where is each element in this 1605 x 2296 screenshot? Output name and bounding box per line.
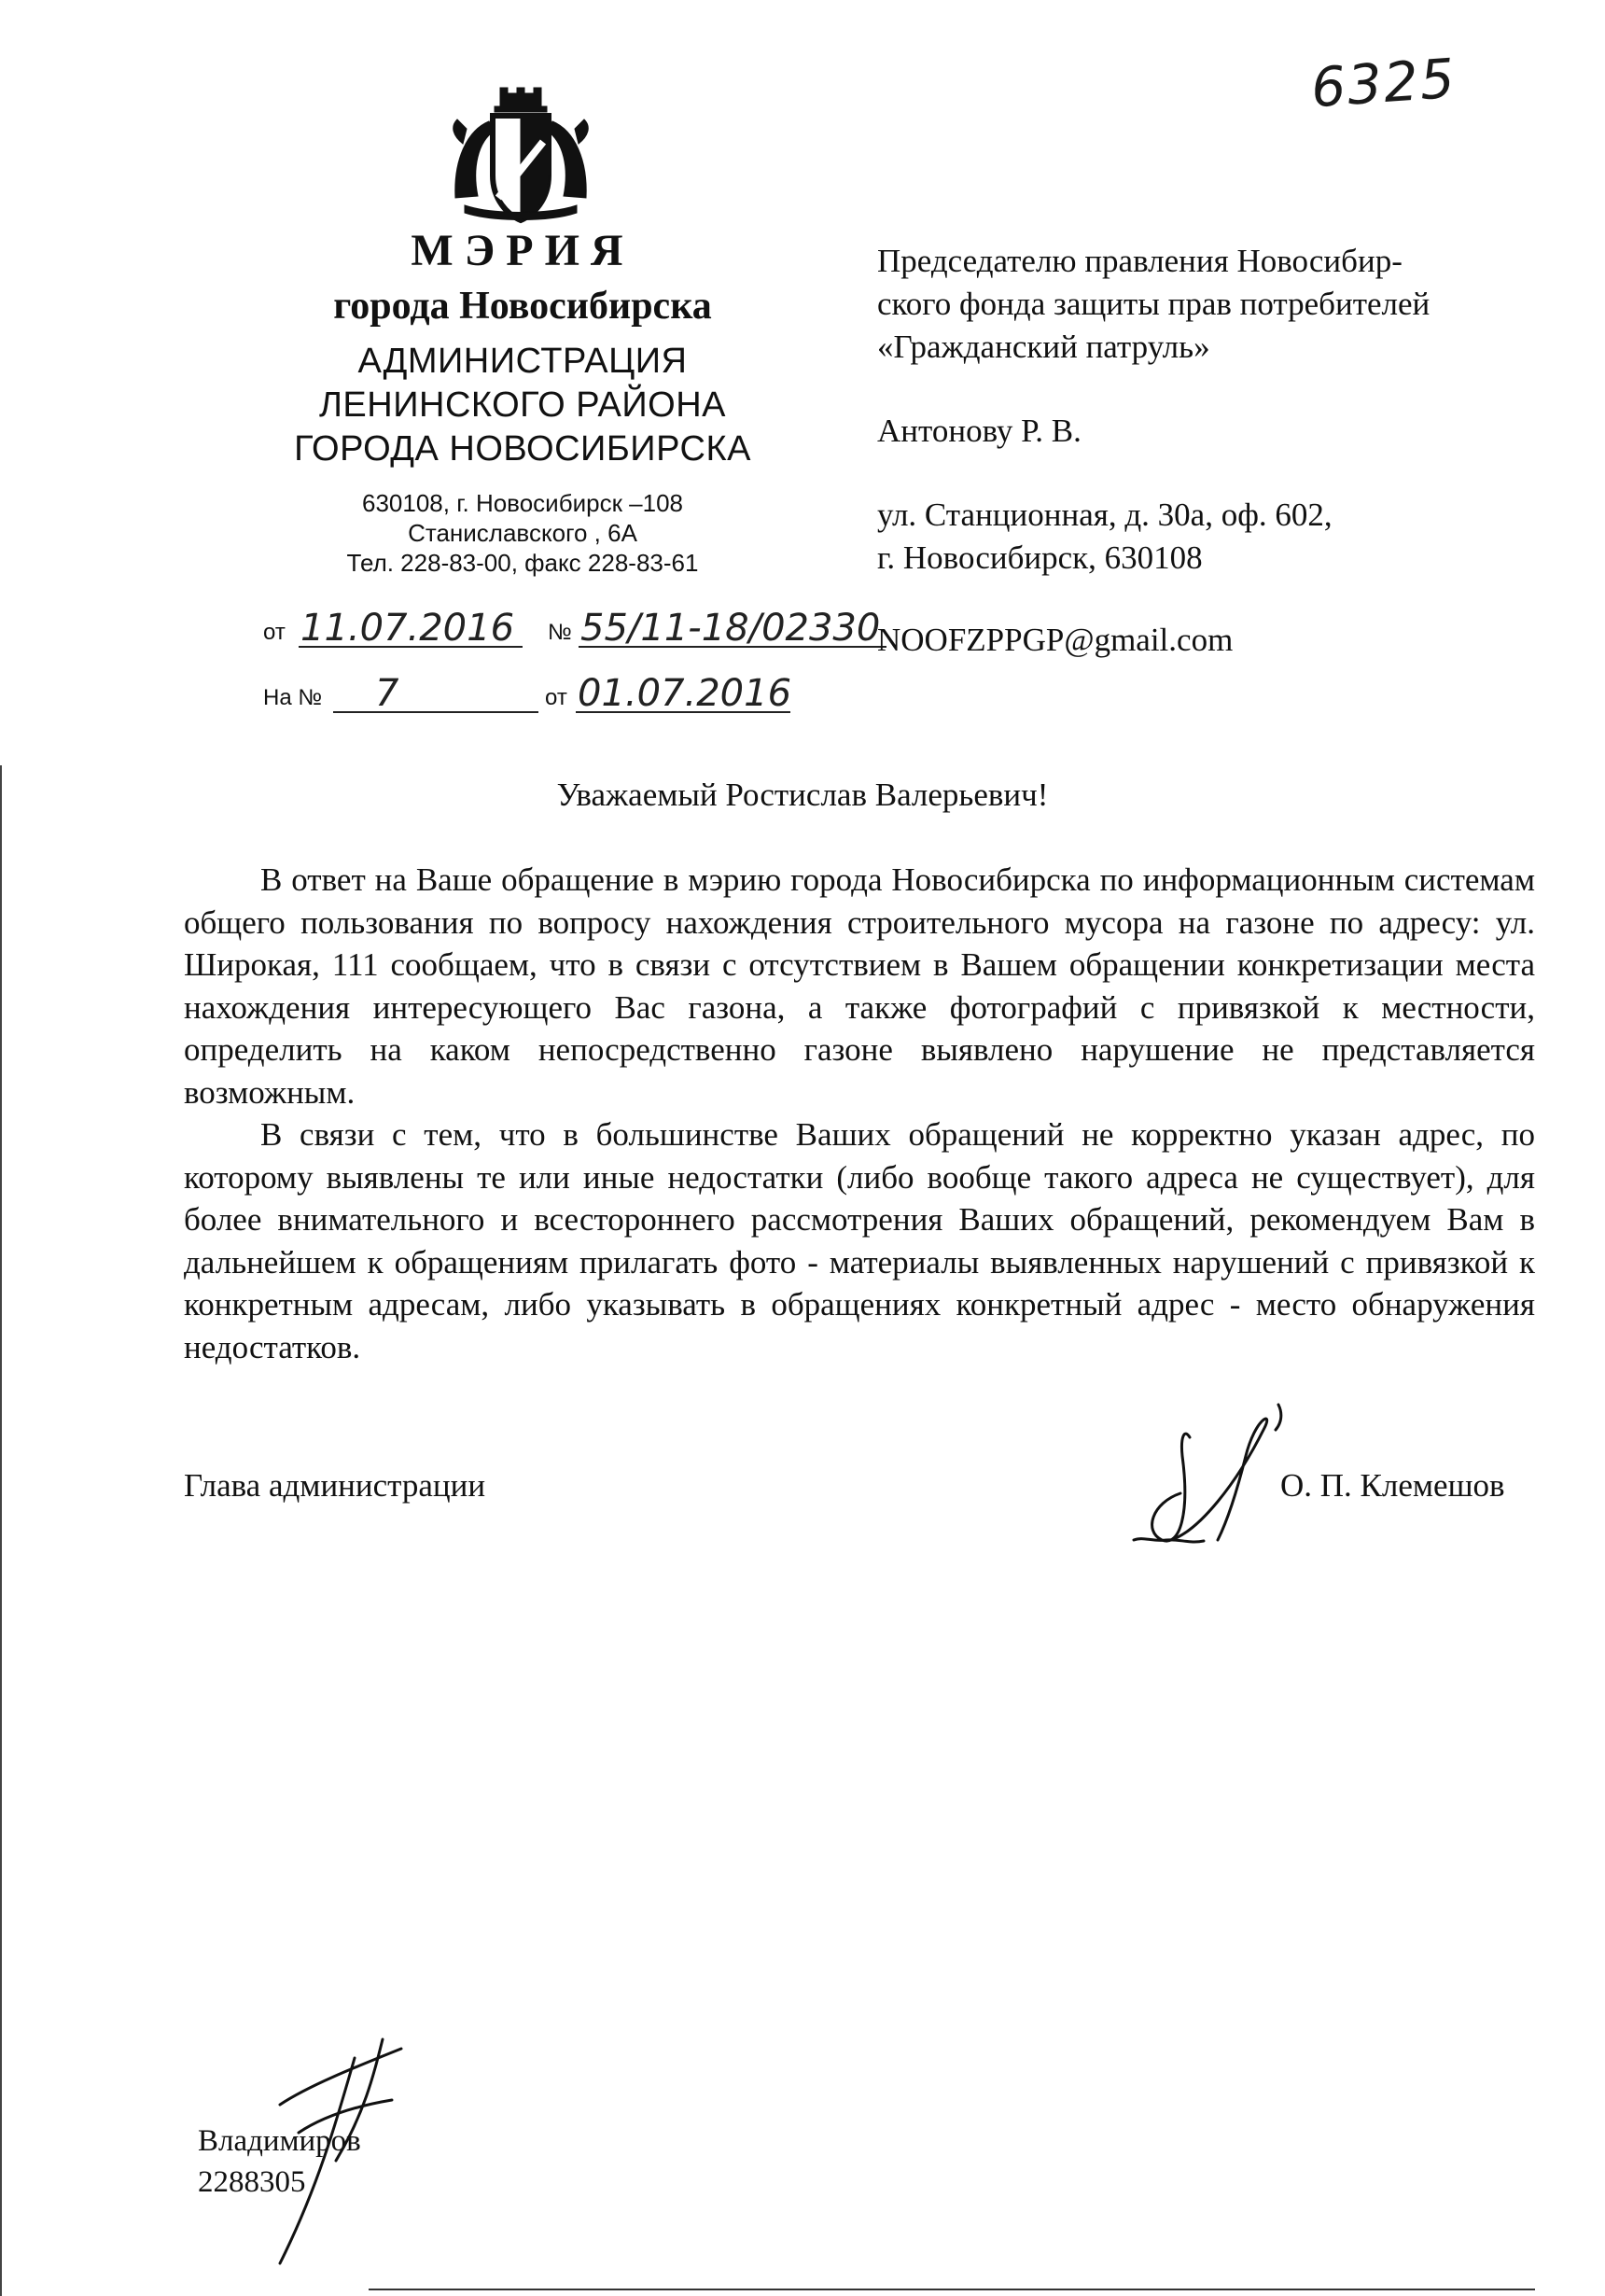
incoming-reference bbox=[263, 663, 916, 728]
reply-label: На № bbox=[263, 685, 323, 710]
sender-city: города Новосибирска bbox=[333, 285, 712, 328]
recipient-address: г. Новосибирск, 630108 bbox=[877, 539, 1203, 576]
reply-date: 01.07.2016 bbox=[578, 672, 792, 715]
executor-name: Владимиров bbox=[198, 2124, 361, 2158]
recipient-address: ул. Станционная, д. 30а, оф. 602, bbox=[877, 497, 1333, 533]
greeting: Уважаемый Ростислав Валерьевич! bbox=[556, 777, 1049, 813]
reference-block bbox=[263, 597, 916, 728]
executor-phone: 2288305 bbox=[198, 2165, 306, 2199]
sender-address: Станиславского , 6А bbox=[408, 519, 637, 547]
sender-admin-line: ГОРОДА НОВОСИБИРСКА bbox=[294, 429, 751, 469]
registration-number: 6325 bbox=[1308, 46, 1458, 120]
recipient-line: Председателю правления Новосибир- bbox=[877, 243, 1403, 279]
sender-block bbox=[233, 224, 812, 578]
bottom-rule bbox=[369, 2289, 1535, 2290]
handwritten-signature bbox=[1115, 1400, 1302, 1559]
letter-body bbox=[184, 859, 1535, 1368]
recipient-line: ского фонда защиты прав потребителей bbox=[877, 286, 1431, 322]
number-label: № bbox=[548, 620, 572, 645]
outgoing-reference bbox=[263, 597, 916, 663]
sender-title: МЭРИЯ bbox=[411, 226, 635, 275]
from-label: от bbox=[263, 620, 286, 645]
body-paragraph: В ответ на Ваше обращение в мэрию города Новосибирска по информационным системам общего пользования по вопросу нахождения строительного мусора на газоне по адресу: ул. Широкая, 111 сообщаем, что в связи с отсутствием в Вашем обращении конкретизации места нахождения интересующего Вас газона, а также фотографий с привязкой к местности, определить на каком непосредственно газоне выявлено нарушение не представляется возможным. bbox=[184, 861, 1535, 1111]
reply-from-label: от bbox=[545, 685, 567, 710]
recipient-line: «Гражданский патруль» bbox=[877, 329, 1210, 365]
coat-of-arms-icon bbox=[446, 86, 595, 226]
sender-admin-line: АДМИНИСТРАЦИЯ bbox=[357, 342, 688, 381]
sender-address: 630108, г. Новосибирск –108 bbox=[361, 489, 684, 517]
executor-initials-mark bbox=[271, 2011, 420, 2273]
recipient-email: NOOFZPPGP@gmail.com bbox=[877, 622, 1234, 658]
recipient-block bbox=[877, 240, 1568, 662]
scan-edge bbox=[0, 765, 9, 2296]
recipient-name: Антонову Р. В. bbox=[877, 413, 1082, 449]
sender-phone: Тел. 228-83-00, факс 228-83-61 bbox=[346, 549, 699, 577]
body-paragraph: В связи с тем, что в большинстве Ваших обращений не корректно указан адрес, по которому выявлены те или иные недостатки (либо вообще такого адреса не существует), для более внимательного и всестороннего рассмотрения Ваших обращений, рекомендуем Вам в дальнейшем к обращениям прилагать фото - материалы выявленных нарушений с привязкой к конкретным адресам, либо указывать в обращениях конкретный адрес - место обнаружения недостатков. bbox=[184, 1116, 1535, 1365]
reply-number: 7 bbox=[375, 672, 399, 715]
outgoing-number: 55/11-18/02330 bbox=[580, 607, 881, 650]
outgoing-date: 11.07.2016 bbox=[300, 607, 515, 650]
signatory-title: Глава администрации bbox=[184, 1467, 486, 1504]
signatory-name: О. П. Клемешов bbox=[1280, 1467, 1505, 1504]
sender-admin-line: ЛЕНИНСКОГО РАЙОНА bbox=[318, 385, 727, 425]
